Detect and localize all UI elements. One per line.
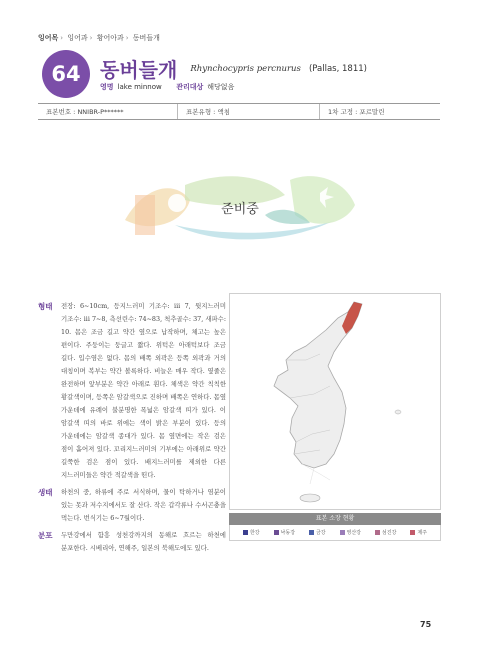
section-label: 형태 bbox=[38, 302, 53, 311]
breadcrumb-subfamily[interactable]: 황어아과 bbox=[96, 34, 124, 42]
section-text: 하천의 중, 하류에 주로 서식하며, 물이 탁하거나 염분이 있는 못과 저수지에서도 잘 산다. 작은 갑각류나 수서곤충을 먹는다. 번식기는 6~7월이다. bbox=[61, 488, 226, 522]
species-title bbox=[100, 54, 367, 83]
chevron-right-icon: › bbox=[125, 34, 129, 42]
breadcrumb-family[interactable]: 잉어과 bbox=[67, 34, 88, 42]
legend-swatch bbox=[243, 530, 248, 535]
section-distribution bbox=[38, 529, 226, 555]
section-text: 전장: 6~10cm, 등지느러미 기조수: iii 7, 뒷지느러미 기조수: iii 7~8, 측선린수: 74~83, 척추골수: 37, 새파수: 10. 몸은 조금 길고 약간 옆으로 납작하며, 체고는 높은 편이다. 주둥이는 둥글고 짧다. 위턱은 아래턱보다 조금 길다. 입수염은 없다. 몸의 배쪽 외곽은 등쪽 외곽과 거의 대칭이며 복부는 약간 볼록하다. 비늘은 매우 작다. 옆줄은 완전하며 앞부분은 약간 아래로 휜다. 체색은 약간 칙칙한 황갈색이며, 등쪽은 암갈색으로 진하며 배쪽은 연하다. 몸옆 가운데에 유례이 불분명한 폭넓은 암갈색 띠가 있다. 이 암갈색 띠의 바로 위에는 색이 밝은 부분이 있다. 등의 가운데에는 암갈색 종대가 있다. 몸 옆면에는 작은 검은 점이 흩어져 있다. 꼬리지느러미의 기부에는 아래위로 약간 길쭉한 검은 점이 있다. 배지느러미를 제외한 다른 지느러미들은 약간 적갈색을 띤다. bbox=[61, 302, 226, 479]
legend-label: 제주 bbox=[417, 530, 427, 536]
scientific-name: Rhynchocypris percnurus bbox=[190, 63, 301, 74]
legend-swatch bbox=[410, 530, 415, 535]
english-name-label: 영명 bbox=[100, 83, 114, 91]
ulleung-island bbox=[395, 410, 401, 414]
specimen-type: 표본유형 : 액침 bbox=[178, 104, 320, 119]
specimen-meta-bar bbox=[38, 103, 440, 120]
section-morphology bbox=[38, 300, 226, 482]
korean-name: 동버들개 bbox=[100, 58, 178, 82]
chevron-right-icon: › bbox=[60, 34, 64, 42]
legend-title: 표본 소장 현황 bbox=[229, 513, 441, 525]
legend-swatch bbox=[309, 530, 314, 535]
korea-map-svg bbox=[230, 294, 440, 509]
breadcrumb-species[interactable]: 동버들개 bbox=[132, 34, 160, 42]
legend bbox=[229, 525, 441, 541]
section-label: 분포 bbox=[38, 531, 53, 540]
image-placeholder-text: 준비중 bbox=[221, 202, 259, 217]
legend-label: 영산강 bbox=[346, 530, 362, 536]
legend-label: 낙동강 bbox=[280, 530, 296, 536]
description-sections bbox=[38, 300, 226, 559]
legend-label: 섬진강 bbox=[381, 530, 397, 536]
section-ecology bbox=[38, 486, 226, 525]
legend-item bbox=[340, 529, 362, 536]
legend-label: 금강 bbox=[315, 530, 326, 536]
specimen-number: 표본번호 : NNIBR-P****** bbox=[38, 104, 178, 119]
management-value: 해당없음 bbox=[207, 83, 235, 91]
specimen-fixation: 1차 고정 : 포르말린 bbox=[328, 108, 385, 116]
entry-number-badge: 64 bbox=[42, 50, 90, 98]
management-label: 관리대상 bbox=[176, 83, 204, 91]
legend-item bbox=[274, 529, 296, 536]
legend-item bbox=[410, 529, 427, 536]
legend-label: 한강 bbox=[249, 530, 260, 536]
legend-item bbox=[243, 529, 260, 536]
page-number: 75 bbox=[420, 620, 432, 629]
jeju-island bbox=[300, 494, 320, 502]
section-text: 두만강에서 함흥 성천강까지의 동해로 흐르는 하천에 분포한다. 시베리아, 연해주, 일본의 북해도에도 있다. bbox=[61, 531, 226, 552]
legend-item bbox=[309, 529, 326, 536]
section-label: 생태 bbox=[38, 488, 53, 497]
watermark-water-shape bbox=[175, 220, 335, 239]
legend-swatch bbox=[274, 530, 279, 535]
legend-swatch bbox=[340, 530, 345, 535]
species-subinfo bbox=[100, 82, 234, 92]
breadcrumb bbox=[38, 33, 160, 43]
breadcrumb-order[interactable]: 잉어목 bbox=[38, 34, 59, 42]
chevron-right-icon: › bbox=[89, 34, 93, 42]
distribution-map bbox=[229, 293, 441, 510]
english-name: lake minnow bbox=[117, 83, 162, 91]
watermark-block-shape bbox=[135, 195, 155, 235]
legend-item bbox=[375, 529, 397, 536]
author-citation: (Pallas, 1811) bbox=[308, 63, 367, 74]
legend-swatch bbox=[375, 530, 380, 535]
